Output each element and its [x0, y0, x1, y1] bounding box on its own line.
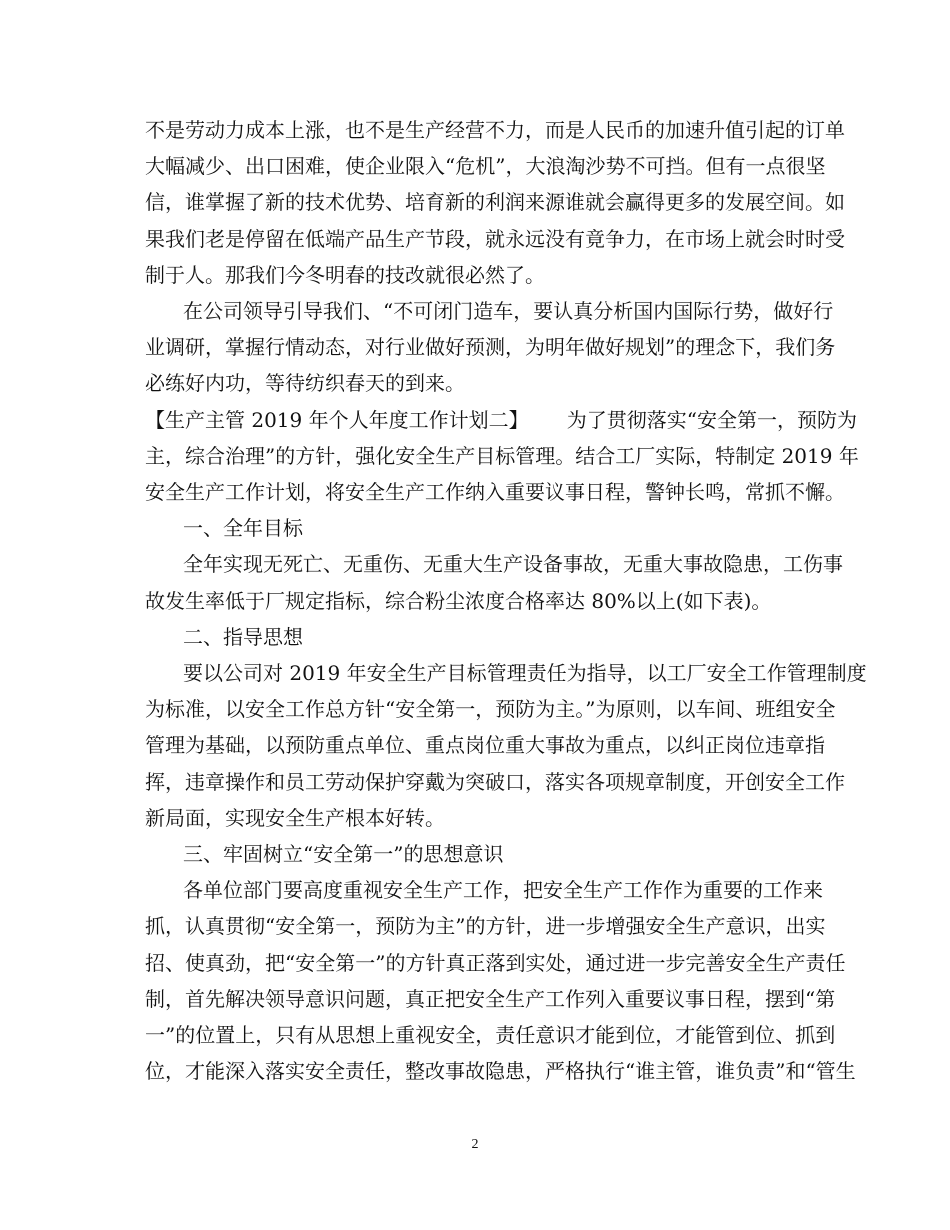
text-line: 不是劳动力成本上涨，也不是生产经营不力，而是人民币的加速升值引起的订单	[145, 118, 845, 142]
subheading-line: 三、牢固树立“安全第一”的思想意识	[183, 842, 504, 866]
text-line: 管理为基础，以预防重点单位、重点岗位重大事故为重点，以纠正岗位违章指	[145, 733, 825, 758]
text-line: 大幅减少、出口困难，使企业限入“危机”，大浪淘沙势不可挡。但有一点很坚	[145, 154, 826, 179]
subheading-line: 一、全年目标	[183, 516, 303, 541]
text-line: 信，谁掌握了新的技术优势、培育新的利润来源谁就会赢得更多的发展空间。如	[145, 190, 845, 215]
text-line: 抓，认真贯彻“安全第一，预防为主”的方针，进一步增强安全生产意识，出实	[145, 914, 826, 939]
text-line: 要以公司对 2019 年安全生产目标管理责任为指导，以工厂安全工作管理制度	[183, 661, 867, 685]
text-line: 新局面，实现安全生产根本好转。	[145, 805, 445, 830]
text-line: 主，综合治理”的方针，强化安全生产目标管理。结合工厂实际，特制定 2019 年	[145, 443, 859, 468]
text-line: 一”的位置上，只有从思想上重视安全，责任意识才能到位，才能管到位、抓到	[145, 1023, 836, 1047]
text-line: 位，才能深入落实安全责任，整改事故隐患，严格执行“谁主管，谁负责”和“管生	[145, 1059, 856, 1084]
text-line: 各单位部门要高度重视安全生产工作，把安全生产工作作为重要的工作来	[183, 878, 823, 903]
text-line: 故发生率低于厂规定指标，综合粉尘浓度合格率达 80%以上(如下表)。	[145, 588, 772, 613]
text-line: 为标准，以安全工作总方针“安全第一，预防为主。”为原则，以车间、班组安全	[145, 697, 836, 722]
text-line: 必练好内功，等待纺织春天的到来。	[145, 371, 465, 396]
text-line: 果我们老是停留在低端产品生产节段，就永远没有竟争力，在市场上就会时时受	[145, 226, 845, 251]
text-line: 安全生产工作计划，将安全生产工作纳入重要议事日程，警钟长鸣，常抓不懈。	[145, 480, 845, 504]
text-line: 挥，违章操作和员工劳动保护穿戴为突破口，落实各项规章制度，开创安全工作	[145, 769, 845, 794]
page-number: 2	[471, 1137, 479, 1152]
text-line: 招、使真劲，把“安全第一”的方针真正落到实处，通过进一步完善安全生产责任	[145, 950, 846, 975]
text-line: 制于人。那我们今冬明春的技改就很必然了。	[145, 262, 545, 287]
section-heading-line: 【生产主管 2019 年个人年度工作计划二】 为了贯彻落实“安全第一，预防为	[145, 407, 857, 432]
text-line: 业调研，掌握行情动态，对行业做好预测，为明年做好规划”的理念下，我们务	[145, 335, 836, 360]
text-line: 制，首先解决领导意识问题，真正把安全生产工作列入重要议事日程，摆到“第	[145, 986, 836, 1011]
subheading-line: 二、指导思想	[183, 624, 303, 649]
text-line: 在公司领导引导我们、“不可闭门造车，要认真分析国内国际行势，做好行	[183, 299, 834, 323]
text-line: 全年实现无死亡、无重伤、无重大生产设备事故，无重大事故隐患，工伤事	[183, 552, 843, 577]
